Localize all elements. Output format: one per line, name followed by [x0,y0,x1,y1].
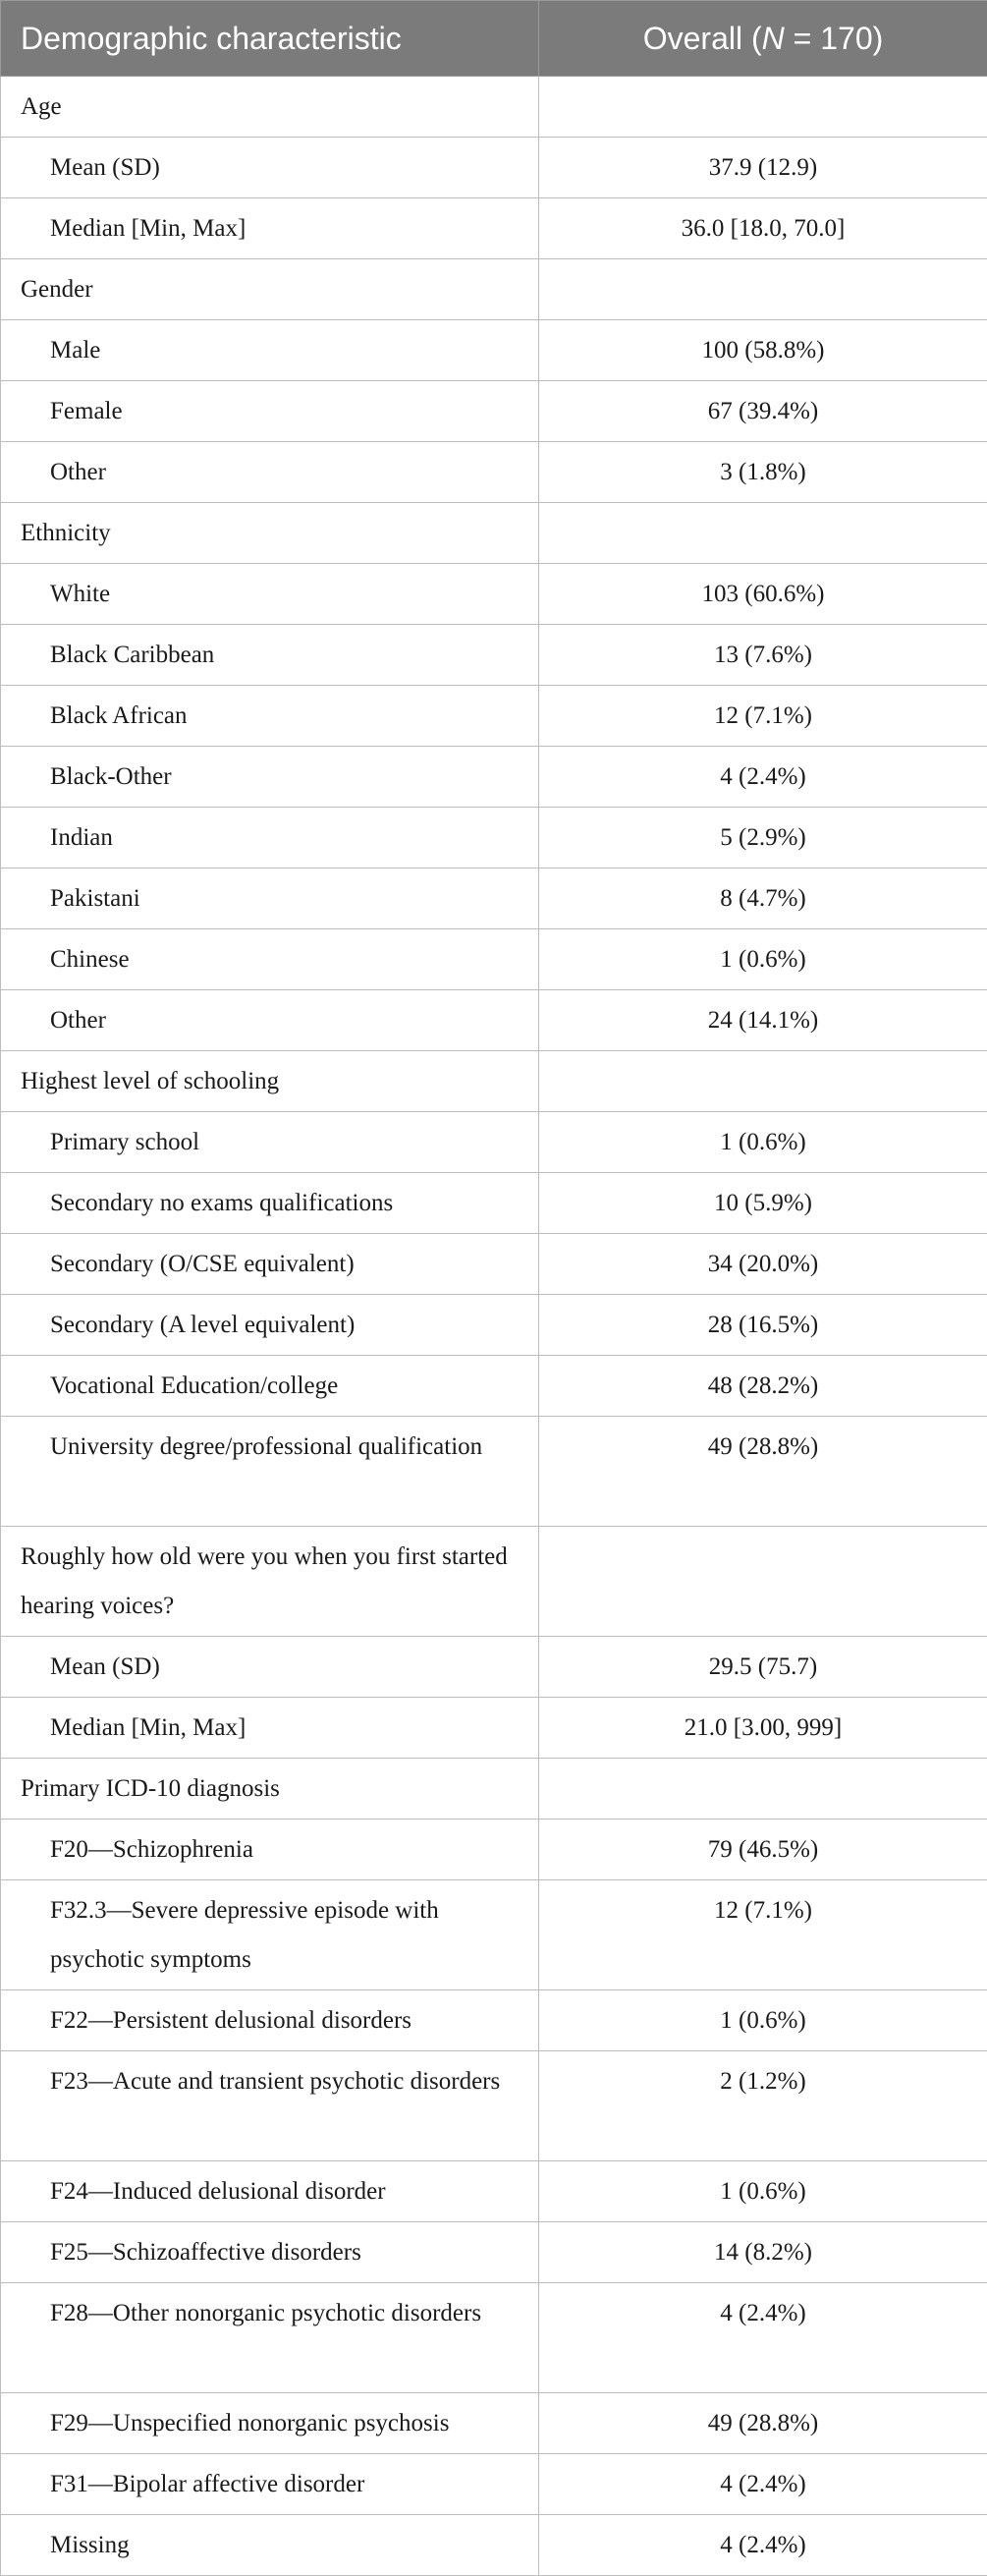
section-label: Highest level of schooling [1,1051,539,1112]
table-row [1,929,987,990]
table-row [1,1880,987,1990]
overall-value: 4 (2.4%) [539,747,987,808]
overall-value: 49 (28.8%) [539,2393,987,2454]
overall-value: 1 (0.6%) [539,1990,987,2051]
characteristic-label: Mean (SD) [1,1637,539,1698]
characteristic-label: White [1,564,539,625]
characteristic-label: F32.3—Severe depressive episode with psychotic symptoms [1,1880,539,1990]
characteristic-label: Chinese [1,929,539,990]
section-row [1,259,987,320]
header-overall-prefix: Overall ( [643,21,762,56]
table-row [1,2283,987,2393]
overall-value: 10 (5.9%) [539,1173,987,1234]
overall-value: 12 (7.1%) [539,686,987,747]
overall-value [539,259,987,320]
characteristic-label: Female [1,381,539,442]
overall-value: 48 (28.2%) [539,1356,987,1417]
table-row [1,2161,987,2222]
characteristic-label: Mean (SD) [1,138,539,198]
characteristic-label: F29—Unspecified nonorganic psychosis [1,2393,539,2454]
header-characteristic: Demographic characteristic [1,1,539,77]
overall-value: 14 (8.2%) [539,2222,987,2283]
characteristic-label: Secondary no exams qualifications [1,1173,539,1234]
table-row [1,747,987,808]
characteristic-label: F23—Acute and transient psychotic disorders [1,2051,539,2161]
table-row [1,2393,987,2454]
characteristic-label: F22—Persistent delusional disorders [1,1990,539,2051]
table-row [1,808,987,868]
table-row [1,1990,987,2051]
overall-value: 79 (46.5%) [539,1820,987,1880]
overall-value: 100 (58.8%) [539,320,987,381]
section-row [1,1527,987,1637]
characteristic-label: Black Caribbean [1,625,539,686]
overall-value: 13 (7.6%) [539,625,987,686]
table-row [1,2515,987,2576]
header-overall-suffix: = 170) [785,21,884,56]
section-label: Primary ICD-10 diagnosis [1,1759,539,1820]
table-row [1,868,987,929]
section-label: Roughly how old were you when you first started hearing voices? [1,1527,539,1637]
characteristic-label: Black African [1,686,539,747]
overall-value: 5 (2.9%) [539,808,987,868]
table-row [1,686,987,747]
overall-value: 2 (1.2%) [539,2051,987,2161]
overall-value [539,77,987,138]
characteristic-label: Median [Min, Max] [1,198,539,259]
characteristic-label: Black-Other [1,747,539,808]
overall-value: 8 (4.7%) [539,868,987,929]
header-overall-n: N [762,21,785,56]
table-row [1,1417,987,1527]
header-row [1,1,987,77]
characteristic-label: Missing [1,2515,539,2576]
characteristic-label: F31—Bipolar affective disorder [1,2454,539,2515]
table-row [1,1820,987,1880]
characteristic-label: Secondary (O/CSE equivalent) [1,1234,539,1295]
table-row [1,1637,987,1698]
overall-value: 1 (0.6%) [539,2161,987,2222]
overall-value: 36.0 [18.0, 70.0] [539,198,987,259]
table-row [1,442,987,503]
characteristic-label: F20—Schizophrenia [1,1820,539,1880]
section-row [1,1051,987,1112]
section-row [1,503,987,564]
characteristic-label: F28—Other nonorganic psychotic disorders [1,2283,539,2393]
overall-value: 24 (14.1%) [539,990,987,1051]
overall-value: 21.0 [3.00, 999] [539,1698,987,1759]
characteristic-label: Secondary (A level equivalent) [1,1295,539,1356]
table-row [1,1698,987,1759]
overall-value: 4 (2.4%) [539,2515,987,2576]
table-row [1,1234,987,1295]
table-row [1,564,987,625]
overall-value: 29.5 (75.7) [539,1637,987,1698]
overall-value: 1 (0.6%) [539,1112,987,1173]
overall-value: 4 (2.4%) [539,2283,987,2393]
table-row [1,2222,987,2283]
overall-value: 3 (1.8%) [539,442,987,503]
table-row [1,2051,987,2161]
overall-value: 12 (7.1%) [539,1880,987,1990]
characteristic-label: Other [1,990,539,1051]
section-label: Ethnicity [1,503,539,564]
table-row [1,381,987,442]
table-row [1,990,987,1051]
table-row [1,1112,987,1173]
overall-value [539,1527,987,1637]
characteristic-label: University degree/professional qualification [1,1417,539,1527]
section-row [1,77,987,138]
header-overall [539,1,987,77]
characteristic-label: Other [1,442,539,503]
overall-value: 67 (39.4%) [539,381,987,442]
characteristic-label: F24—Induced delusional disorder [1,2161,539,2222]
table-row [1,1173,987,1234]
table-body [1,77,987,2576]
overall-value: 49 (28.8%) [539,1417,987,1527]
overall-value [539,1759,987,1820]
section-label: Age [1,77,539,138]
overall-value [539,503,987,564]
overall-value: 37.9 (12.9) [539,138,987,198]
table-row [1,2454,987,2515]
characteristic-label: Male [1,320,539,381]
table-row [1,198,987,259]
overall-value [539,1051,987,1112]
overall-value: 28 (16.5%) [539,1295,987,1356]
characteristic-label: F25—Schizoaffective disorders [1,2222,539,2283]
table-row [1,1356,987,1417]
characteristic-label: Vocational Education/college [1,1356,539,1417]
overall-value: 103 (60.6%) [539,564,987,625]
table-row [1,320,987,381]
table-row [1,1295,987,1356]
characteristic-label: Indian [1,808,539,868]
overall-value: 34 (20.0%) [539,1234,987,1295]
table-row [1,625,987,686]
characteristic-label: Median [Min, Max] [1,1698,539,1759]
section-label: Gender [1,259,539,320]
section-row [1,1759,987,1820]
table-row [1,138,987,198]
characteristic-label: Primary school [1,1112,539,1173]
overall-value: 4 (2.4%) [539,2454,987,2515]
characteristic-label: Pakistani [1,868,539,929]
overall-value: 1 (0.6%) [539,929,987,990]
